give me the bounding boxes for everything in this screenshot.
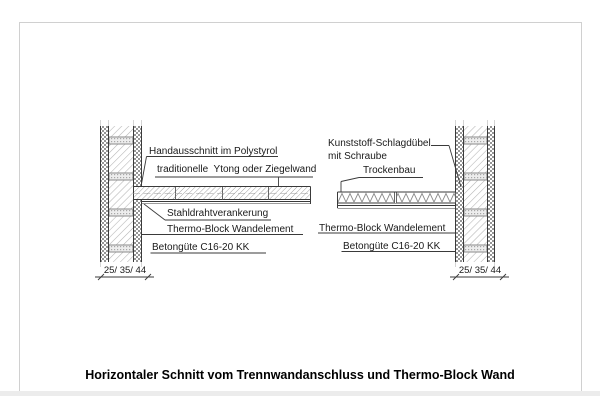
label-traditional-partition: traditionelle Ytong oder Ziegelwand xyxy=(157,164,317,175)
label-wire-anchor: Stahldrahtverankerung xyxy=(167,208,269,219)
drawing-title: Horizontaler Schnitt vom Trennwandanschluss und Thermo-Block Wand xyxy=(85,368,515,382)
dimension-left: 25/ 35/ 44 xyxy=(103,265,147,276)
right-thermo-block-wall xyxy=(456,120,495,267)
label-polystyrol-cutout: Handausschnitt im Polystyrol xyxy=(149,146,278,157)
dimension-right: 25/ 35/ 44 xyxy=(458,265,502,276)
label-plastic-dowel-line1: Kunststoff-Schlagdübel xyxy=(328,138,431,149)
label-plastic-dowel-line2: mit Schraube xyxy=(328,151,387,162)
label-concrete-grade-left: Betongüte C16-20 KK xyxy=(152,242,250,253)
drywall-partition xyxy=(338,192,456,208)
label-concrete-grade-right: Betongüte C16-20 KK xyxy=(343,241,441,252)
masonry-partition xyxy=(133,187,311,204)
label-thermo-block-right: Thermo-Block Wandelement xyxy=(319,223,446,234)
label-thermo-block-left: Thermo-Block Wandelement xyxy=(167,224,294,235)
label-drywall: Trockenbau xyxy=(363,165,416,176)
